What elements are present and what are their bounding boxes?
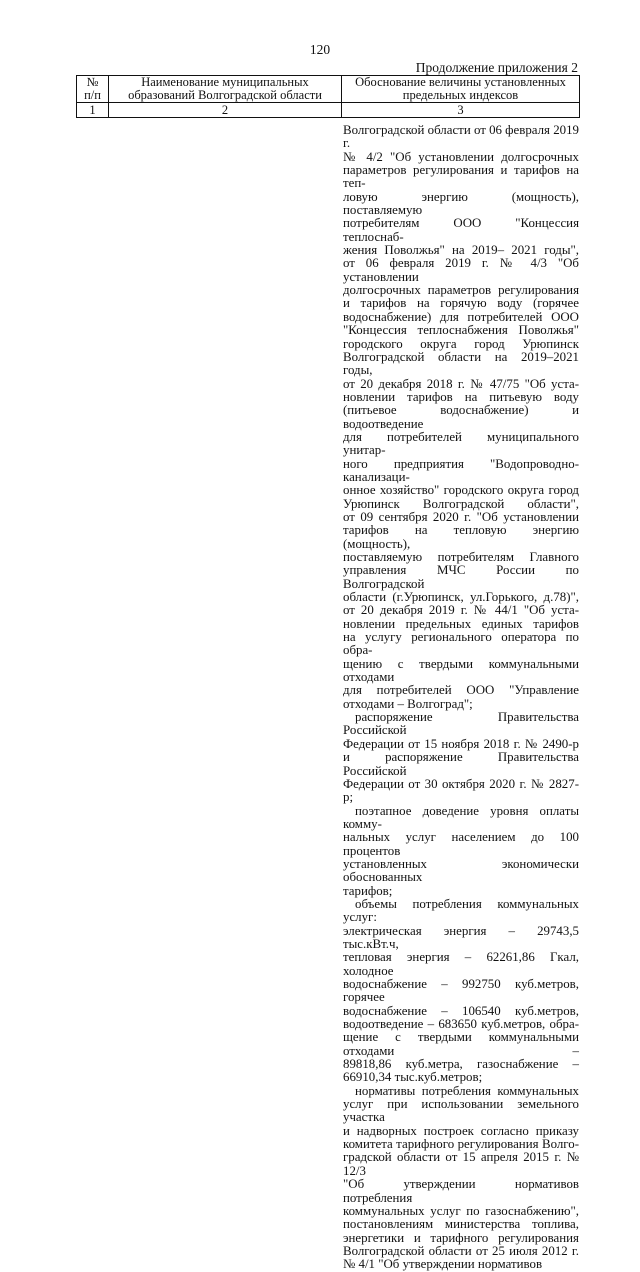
text-line: тарифов на тепловую энергию (мощность), xyxy=(343,523,579,551)
text-line: от 09 сентября 2020 г. "Об установлении xyxy=(343,509,579,524)
header-cell-number: № п/п xyxy=(77,76,109,103)
justification-text xyxy=(343,124,579,1272)
text-line: и тарифов на горячую воду (горячее xyxy=(343,296,579,311)
text-line: "Концессия теплоснабжения Поволжья" xyxy=(343,323,579,338)
column-number-row xyxy=(77,103,580,118)
header-row xyxy=(77,76,580,103)
text-line: объемы потребления коммунальных услуг: xyxy=(343,896,579,925)
text-line: Волгоградской области на 2019–2021 годы, xyxy=(343,349,579,378)
text-line: управления МЧС России по Волгоградской xyxy=(343,563,579,591)
text-line: новлении предельных единых тарифов xyxy=(343,616,579,631)
text-line: долгосрочных параметров регулирования xyxy=(343,283,579,298)
text-line: комитета тарифного регулирования Волго- xyxy=(343,1137,579,1152)
text-line: постановлениям министерства топлива, xyxy=(343,1217,579,1232)
column-number-3: 3 xyxy=(342,103,580,118)
text-line: новлении тарифов на питьевую воду xyxy=(343,389,579,404)
text-line: установленных экономически обоснованных xyxy=(343,856,579,885)
text-line: ного предприятия "Водопроводно-канализаци- xyxy=(343,456,579,484)
page-number: 120 xyxy=(309,42,331,57)
text-line: электрическая энергия – 29743,5 тыс.кВт.ч, xyxy=(343,923,579,951)
text-paragraph xyxy=(343,711,579,804)
text-line: ловую энергию (мощность), поставляемую xyxy=(343,189,579,218)
text-line: Волгоградской области от 06 февраля 2019 г. xyxy=(343,123,579,151)
text-line: № 4/1 "Об утверждении нормативов xyxy=(343,1257,543,1272)
text-line: распоряжение Правительства Российской xyxy=(343,710,579,738)
text-line: от 20 декабря 2019 г. № 44/1 "Об уста- xyxy=(343,603,579,618)
text-paragraph xyxy=(343,898,579,1085)
text-line: Федерации от 15 ноября 2018 г. № 2490-р xyxy=(343,736,579,751)
text-line: Волгоградской области от 25 июля 2012 г. xyxy=(343,1243,579,1258)
text-line: на услугу регионального оператора по обра- xyxy=(343,630,579,658)
text-line: от 20 декабря 2018 г. № 47/75 "Об уста- xyxy=(343,376,579,391)
text-line: потребителям ООО "Концессия теплоснаб- xyxy=(343,216,579,244)
text-line: параметров регулирования и тарифов на теп- xyxy=(343,163,579,191)
text-line: щению с твердыми коммунальными отходами xyxy=(343,656,579,685)
text-line: 66910,34 тыс.куб.метров; xyxy=(343,1070,483,1085)
text-line: водоснабжение) для потребителей ООО xyxy=(343,309,579,324)
text-line: водоснабжение – 106540 куб.метров, xyxy=(343,1003,579,1018)
text-line: области (г.Урюпинск, ул.Горького, д.78)", xyxy=(343,590,579,605)
text-line: (питьевое водоснабжение) и водоотведение xyxy=(343,403,579,431)
header-cell-justification: Обоснование величины установленных предельных индексов xyxy=(342,76,580,103)
text-line: поставляемую потребителям Главного xyxy=(343,550,579,564)
text-line: тарифов; xyxy=(343,883,393,898)
text-line: онное хозяйство" городского округа город xyxy=(343,483,579,498)
text-paragraph xyxy=(343,1085,579,1272)
header-table xyxy=(76,75,580,118)
text-line: городского округа город Урюпинск xyxy=(343,336,579,351)
text-line: отходами – Волгоград"; xyxy=(343,696,473,711)
text-line: и надворных построек согласно приказу xyxy=(343,1123,579,1138)
text-line: Урюпинск Волгоградской области", xyxy=(343,496,579,511)
text-line: нормативы потребления коммунальных xyxy=(355,1083,579,1098)
text-line: водоснабжение – 992750 куб.метров, горячее xyxy=(343,977,579,1005)
text-line: тепловая энергия – 62261,86 Гкал, холодное xyxy=(343,950,579,978)
text-line: водоотведение – 683650 куб.метров, обра- xyxy=(343,1017,579,1032)
text-line: для потребителей муниципального унитар- xyxy=(343,429,579,458)
text-line: нальных услуг населением до 100 процентов xyxy=(343,830,579,858)
text-line: № 4/2 "Об установлении долгосрочных xyxy=(343,149,579,164)
text-paragraph xyxy=(343,805,579,898)
continuation-label: Продолжение приложения 2 xyxy=(415,60,578,75)
text-line: услуг при использовании земельного участка xyxy=(343,1097,579,1125)
text-line: коммунальных услуг по газоснабжению", xyxy=(343,1203,579,1218)
text-line: "Об утверждении нормативов потребления xyxy=(343,1177,579,1205)
column-number-1: 1 xyxy=(77,103,109,118)
text-line: 89818,86 куб.метра, газоснабжение – xyxy=(343,1057,579,1072)
text-line: для потребителей ООО "Управление xyxy=(343,683,579,698)
text-paragraph xyxy=(343,124,579,711)
text-line: от 06 февраля 2019 г. № 4/3 "Об установлении xyxy=(343,256,579,284)
column-number-2: 2 xyxy=(109,103,342,118)
text-line: градской области от 15 апреля 2015 г. № 12/3 xyxy=(343,1150,579,1178)
text-line: и распоряжение Правительства Российской xyxy=(343,750,579,778)
text-line: поэтапное доведение уровня оплаты комму- xyxy=(343,803,579,831)
header-cell-municipality: Наименование муниципальных образований Волгоградской области xyxy=(109,76,342,103)
text-line: щение с твердыми коммунальными отходами – xyxy=(343,1030,579,1058)
text-line: жения Поволжья" на 2019– 2021 годы", xyxy=(343,243,579,258)
text-line: Федерации от 30 октября 2020 г. № 2827-р; xyxy=(343,776,579,805)
text-line: энергетики и тарифного регулирования xyxy=(343,1230,579,1245)
